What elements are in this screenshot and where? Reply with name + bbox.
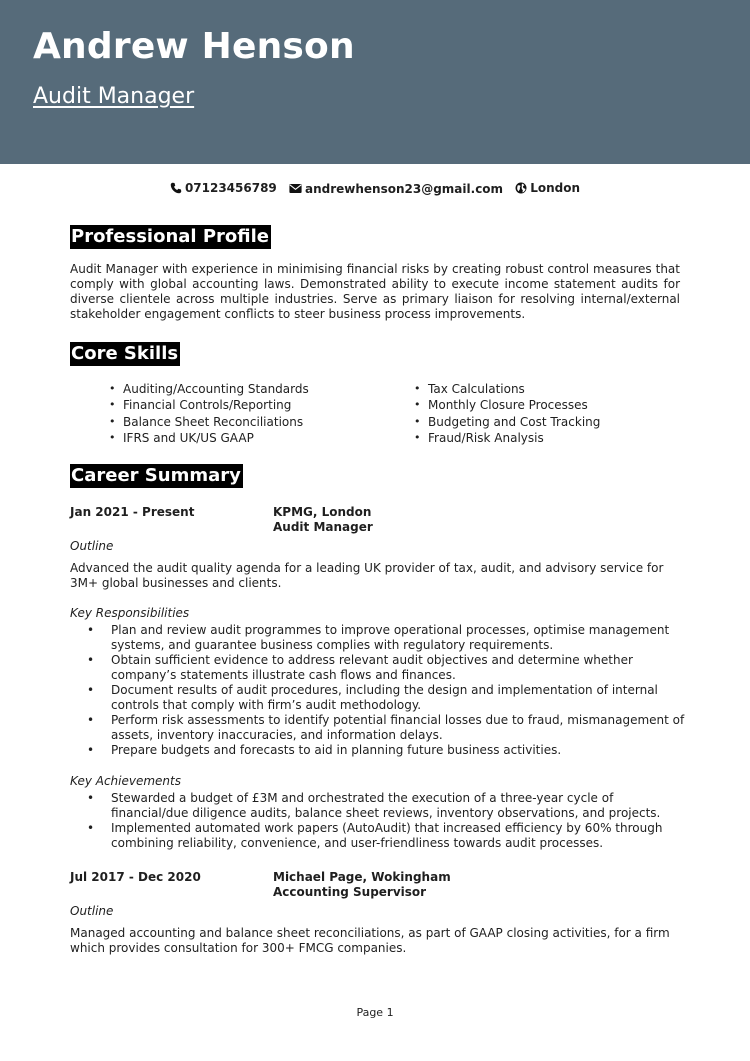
contact-location-text: London [530, 181, 581, 195]
job-1-role: Audit Manager [273, 520, 373, 534]
job-1-outline: Advanced the audit quality agenda for a leading UK provider of tax, audit, and advisory service for 3M+ global businesses and clients. [70, 561, 664, 590]
job-1-achievements-label: Key Achievements [70, 774, 181, 788]
skills-heading: Core Skills [71, 343, 179, 364]
skill-item: • Financial Controls/Reporting [109, 397, 309, 413]
contact-phone-text: 07123456789 [184, 181, 277, 195]
candidate-title: Audit Manager [33, 84, 195, 109]
list-item: • Prepare budgets and forecasts to aid in planning future business activities. [87, 743, 687, 758]
skill-item: • Tax Calculations [414, 381, 600, 397]
profile-heading: Professional Profile [71, 226, 269, 247]
job-1-achievements [87, 791, 687, 851]
job-1-outline-label: Outline [70, 539, 114, 553]
contact-phone[interactable] [170, 181, 277, 195]
skills-column-left [109, 381, 309, 446]
resume-header [0, 0, 750, 164]
job-2-employer: Michael Page, Wokingham [273, 870, 451, 884]
job-2-role: Accounting Supervisor [273, 885, 427, 899]
job-1-employer: KPMG, London [273, 505, 372, 519]
skill-item: • Auditing/Accounting Standards [109, 381, 309, 397]
skill-item: • Balance Sheet Reconciliations [109, 414, 309, 430]
job-1-dates: Jan 2021 - Present [70, 505, 195, 519]
job-2-dates: Jul 2017 - Dec 2020 [70, 870, 201, 884]
list-item: • Obtain sufficient evidence to address relevant audit objectives and determine whether company’s statements illustrate cash flows and finances. [87, 653, 687, 683]
contact-location [515, 181, 580, 195]
job-2-employer-block [273, 870, 451, 900]
skill-item: • Monthly Closure Processes [414, 397, 600, 413]
skills-column-right [414, 381, 600, 446]
candidate-name: Andrew Henson [33, 26, 355, 67]
contact-email-text: andrewhenson23@gmail.com [304, 181, 504, 196]
job-1-employer-block [273, 505, 373, 535]
job-1-responsibilities [87, 623, 687, 758]
envelope-icon [289, 183, 302, 194]
skill-item: • Fraud/Risk Analysis [414, 430, 600, 446]
phone-icon [170, 182, 182, 194]
profile-text: Audit Manager with experience in minimising financial risks by creating robust control measures that comply with global accounting laws. Demonstrated ability to execute income statement audits for diverse clientele across multiple industries. Serve as primary liaison for resolving internal/external stakeholder engagement conflicts to steer business process improvements. [70, 262, 680, 321]
globe-icon [515, 182, 527, 194]
list-item: • Plan and review audit programmes to improve operational processes, optimise management systems, and guarantee business complies with regulatory requirements. [87, 623, 687, 653]
list-item: • Stewarded a budget of £3M and orchestrated the execution of a three-year cycle of financial/due diligence audits, balance sheet reviews, inventory observations, and projects. [87, 791, 687, 821]
career-heading: Career Summary [71, 465, 241, 486]
job-1-responsibilities-label: Key Responsibilities [70, 606, 190, 620]
skill-item: • IFRS and UK/US GAAP [109, 430, 309, 446]
contact-line [0, 181, 750, 197]
list-item: • Implemented automated work papers (AutoAudit) that increased efficiency by 60% through combining reliability, convenience, and user-friendliness towards audit processes. [87, 821, 687, 851]
page-number: Page 1 [356, 1006, 394, 1019]
skill-item: • Budgeting and Cost Tracking [414, 414, 600, 430]
job-2-outline: Managed accounting and balance sheet reconciliations, as part of GAAP closing activities, for a firm which provides consultation for 300+ FMCG companies. [70, 926, 670, 955]
list-item: • Document results of audit procedures, including the design and implementation of internal controls that comply with firm’s audit methodology. [87, 683, 687, 713]
contact-email[interactable] [289, 182, 503, 196]
list-item: • Perform risk assessments to identify potential financial losses due to fraud, mismanagement of assets, inventory inaccuracies, and information delays. [87, 713, 687, 743]
job-2-outline-label: Outline [70, 904, 114, 918]
